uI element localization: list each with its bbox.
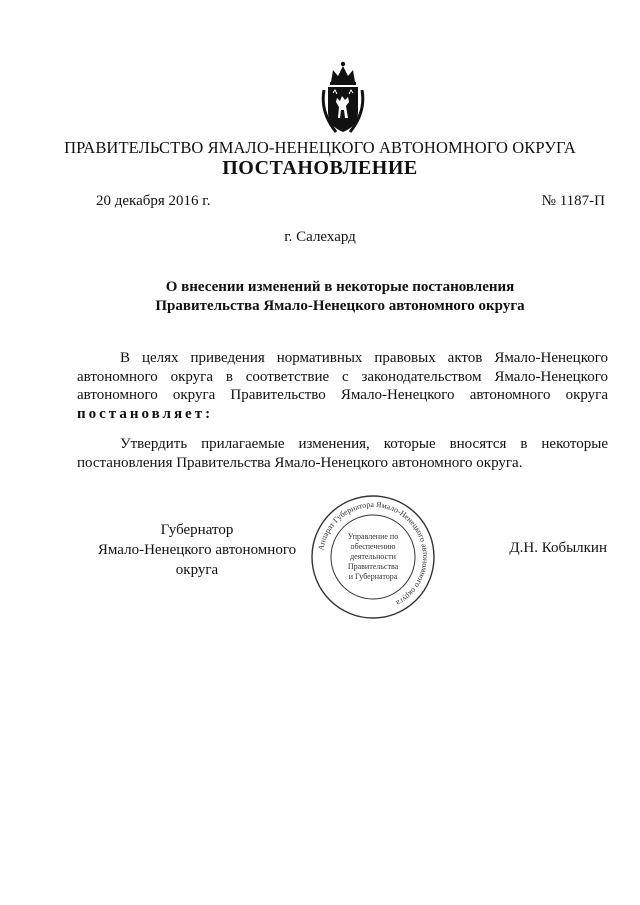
- stamp-line-2: обеспечению: [350, 542, 396, 551]
- document-title-line2: Правительства Ямало-Ненецкого автономного округа: [155, 298, 525, 314]
- document-city: г. Салехард: [284, 229, 356, 245]
- yamal-nenets-coat-of-arms-icon: [318, 60, 368, 136]
- signer-title-line1: Губернатор: [160, 522, 234, 538]
- preamble-paragraph: [77, 349, 608, 423]
- resolution-text: Утвердить прилагаемые изменения, которые вносятся в некоторые постановления Правительства Ямало-Ненецкого автономного округа.: [77, 436, 608, 471]
- signer-title: [77, 520, 317, 580]
- decides-word: постановляет:: [77, 405, 214, 422]
- official-stamp: [309, 493, 437, 621]
- stamp-line-3: деятельности: [350, 552, 396, 561]
- document-date: 20 декабря 2016 г.: [96, 193, 211, 209]
- stamp-line-5: и Губернатора: [348, 572, 398, 581]
- stamp-ring-text: Аппарат Губернатора Ямало-Ненецкого автономного округа: [316, 499, 431, 608]
- signer-name: Д.Н. Кобылкин: [509, 540, 607, 556]
- stamp-line-1: Управление по: [347, 532, 399, 541]
- document-title: [150, 278, 530, 316]
- government-name: ПРАВИТЕЛЬСТВО ЯМАЛО-НЕНЕЦКОГО АВТОНОМНОГО ОКРУГА: [64, 138, 576, 157]
- document-number: № 1187-П: [541, 193, 605, 209]
- resolution-paragraph: [77, 435, 608, 472]
- stamp-line-4: Правительства: [347, 562, 399, 571]
- signer-title-line2: Ямало-Ненецкого автономного округа: [97, 542, 297, 578]
- preamble-text: В целях приведения нормативных правовых актов Ямало-Ненецкого автономного округа в соответствие с законодательством Ямало-Ненецкого автономного округа Правительство Ямало-Ненецкого автономного округа: [77, 350, 608, 403]
- document-title-line1: О внесении изменений в некоторые постановления: [165, 279, 515, 295]
- document-type: ПОСТАНОВЛЕНИЕ: [222, 157, 418, 179]
